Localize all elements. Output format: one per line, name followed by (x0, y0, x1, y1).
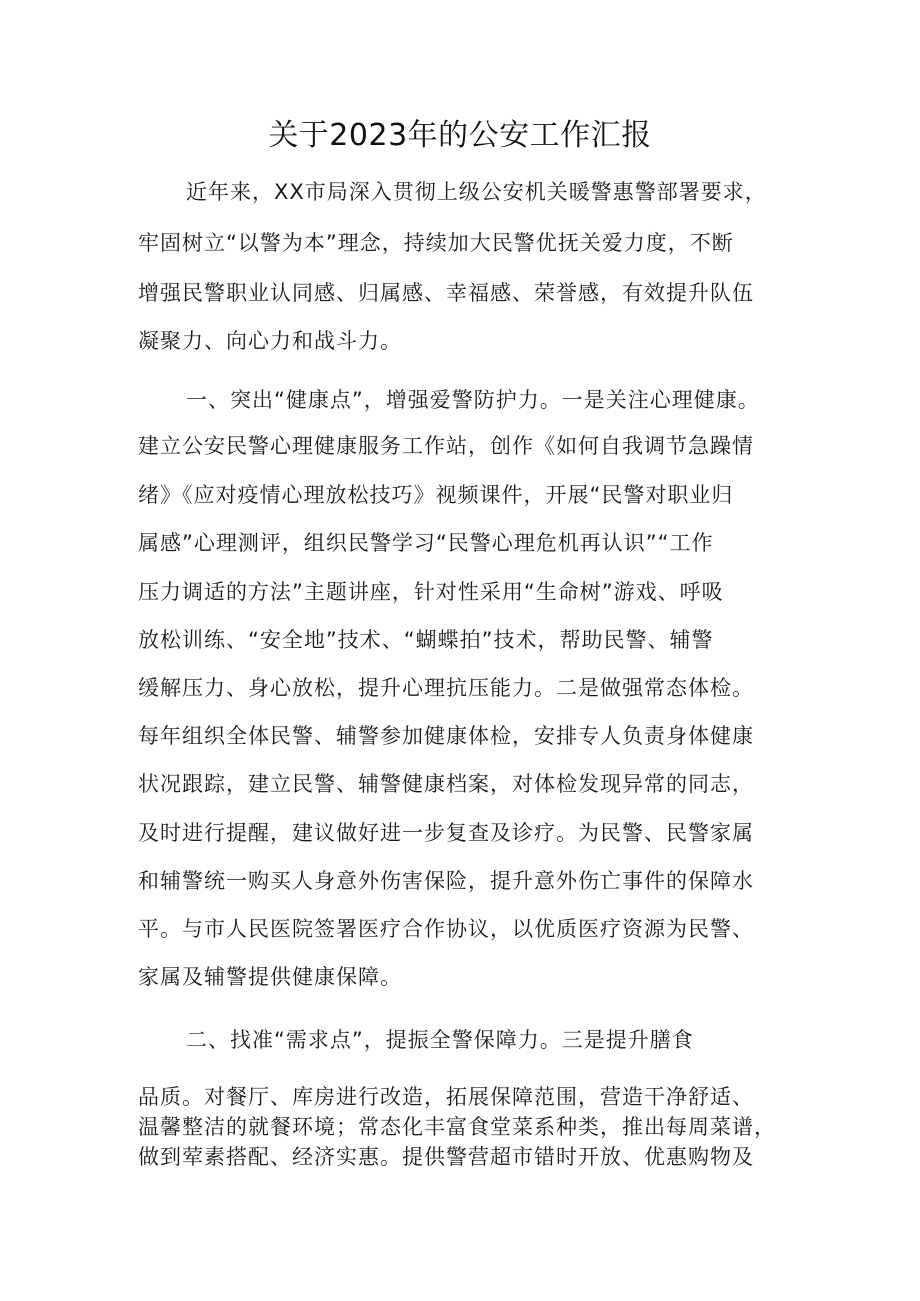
paragraph-line: 和辅警统一购买人身意外伤害保险，提升意外伤亡事件的保障水 (138, 869, 754, 893)
paragraph-line: 牢固树立“以警为本”理念，持续加大民警优抚关爱力度，不断 (138, 231, 734, 255)
paragraph-line: 状况跟踪，建立民警、辅警健康档案，对体检发现异常的同志， (138, 772, 754, 796)
paragraph-line: 一、突出“健康点”，增强爱警防护力。一是关注心理健康。 (186, 388, 760, 412)
paragraph-line: 属感”心理测评，组织民警学习“民警心理危机再认识”“工作 (138, 531, 714, 555)
document-title: 关于2023年的公安工作汇报 (268, 118, 652, 153)
paragraph-line: 做到荤素搭配、经济实惠。提供警营超市错时开放、优惠购物及 (138, 1145, 754, 1169)
paragraph-line: 及时进行提醒，建议做好进一步复查及诊疗。为民警、民警家属 (138, 821, 754, 845)
paragraph-line: 压力调适的方法”主题讲座，针对性采用“生命树”游戏、呼吸 (138, 580, 724, 604)
paragraph-line: 凝聚力、向心力和战斗力。 (138, 329, 402, 353)
paragraph-line: 平。与市人民医院签署医疗合作协议，以优质医疗资源为民警、 (138, 917, 754, 941)
paragraph-line: 温馨整洁的就餐环境；常态化丰富食堂菜系种类，推出每周菜谱， (138, 1115, 776, 1139)
paragraph-line: 二、找准“需求点”，提振全警保障力。三是提升膳食 (186, 1028, 694, 1052)
paragraph-line: 品质。对餐厅、库房进行改造，拓展保障范围，营造干净舒适、 (138, 1085, 754, 1109)
paragraph-line: 每年组织全体民警、辅警参加健康体检，安排专人负责身体健康 (138, 724, 754, 748)
paragraph-line: 增强民警职业认同感、归属感、幸福感、荣誉感，有效提升队伍 (138, 281, 754, 305)
paragraph-line: 缓解压力、身心放松，提升心理抗压能力。二是做强常态体检。 (138, 676, 754, 700)
paragraph-line: 建立公安民警心理健康服务工作站，创作《如何自我调节急躁情 (138, 434, 754, 458)
paragraph-line: 绪》《应对疫情心理放松技巧》视频课件，开展“民警对职业归 (138, 483, 734, 507)
paragraph-line: 家属及辅警提供健康保障。 (138, 965, 402, 989)
paragraph-line: 近年来，XX市局深入贯彻上级公安机关暖警惠警部署要求， (186, 180, 767, 204)
paragraph-line: 放松训练、“安全地”技术、“蝴蝶拍”技术，帮助民警、辅警 (138, 628, 714, 652)
